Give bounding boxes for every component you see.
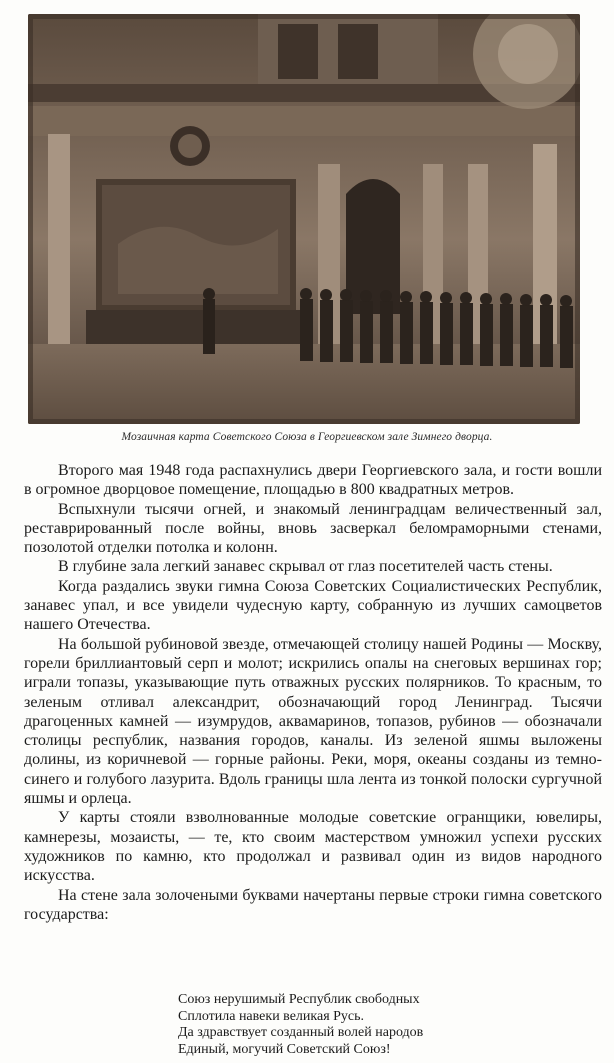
paragraph: На стене зала золочеными буквами начертаны первые строки гимна советского государства: [24,886,602,923]
paragraph: В глубине зала легкий занавес скрывал от глаз посетителей часть стены. [58,558,553,576]
article-body [24,461,602,924]
hall-photograph [28,14,580,424]
photo-caption: Мозаичная карта Советского Союза в Георгиевском зале Зимнего дворца. [121,431,493,443]
anthem-verse [178,992,558,1058]
photo-illustration [28,14,580,424]
paragraph: Вспыхнули тысячи огней, и знакомый ленинградцам величественный зал, реставрированный после войны, вновь засверкал беломраморными стенами, позолотой отделки потолка и колонн. [24,500,602,557]
paragraph: Второго мая 1948 года распахнулись двери Георгиевского зала, и гости вошли в огромное дворцовое помещение, площадью в 800 квадратных метров. [24,462,602,499]
verse-line: Единый, могучий Советский Союз! [178,1041,391,1057]
verse-line: Да здравствует созданный волей народов [178,1025,424,1040]
paragraph: У карты стояли взволнованные молодые советские огранщики, ювелиры, камнерезы, мозаисты, — те, кто своим мастерством умножил успехи русских художников по камню, кто продолжал и развивал один из видов народного искусства. [24,809,602,885]
verse-line: Сплотила навеки великая Русь. [178,1008,365,1024]
paragraph: На большой рубиновой звезде, отмечающей столицу нашей Родины — Москву, горели бриллиантовый серп и молот; искрились опалы на снеговых вершинах гор; играли топазы, указывающие путь отважных русских полярников. То красным, то зеленым отливал александрит, обозначающий город Ленинград. Тысячи драгоценных камней — изумрудов, аквамаринов, топазов, рубинов — обозначали столицы республик, названия городов, каналы. Из зеленой яшмы выложены долины, из коричневой — горные районы. Реки, моря, океаны созданы из темно-синего и голубого лазурита. Вдоль границы шла лента из тонкой полоски сургучной яшмы и орлеца. [24,635,602,808]
paragraph: Когда раздались звуки гимна Союза Советских Социалистических Республик, занавес упал, и все увидели чудесную карту, собранную из лучших самоцветов нашего Отечества. [24,577,602,634]
verse-line: Союз нерушимый Республик свободных [178,992,420,1007]
